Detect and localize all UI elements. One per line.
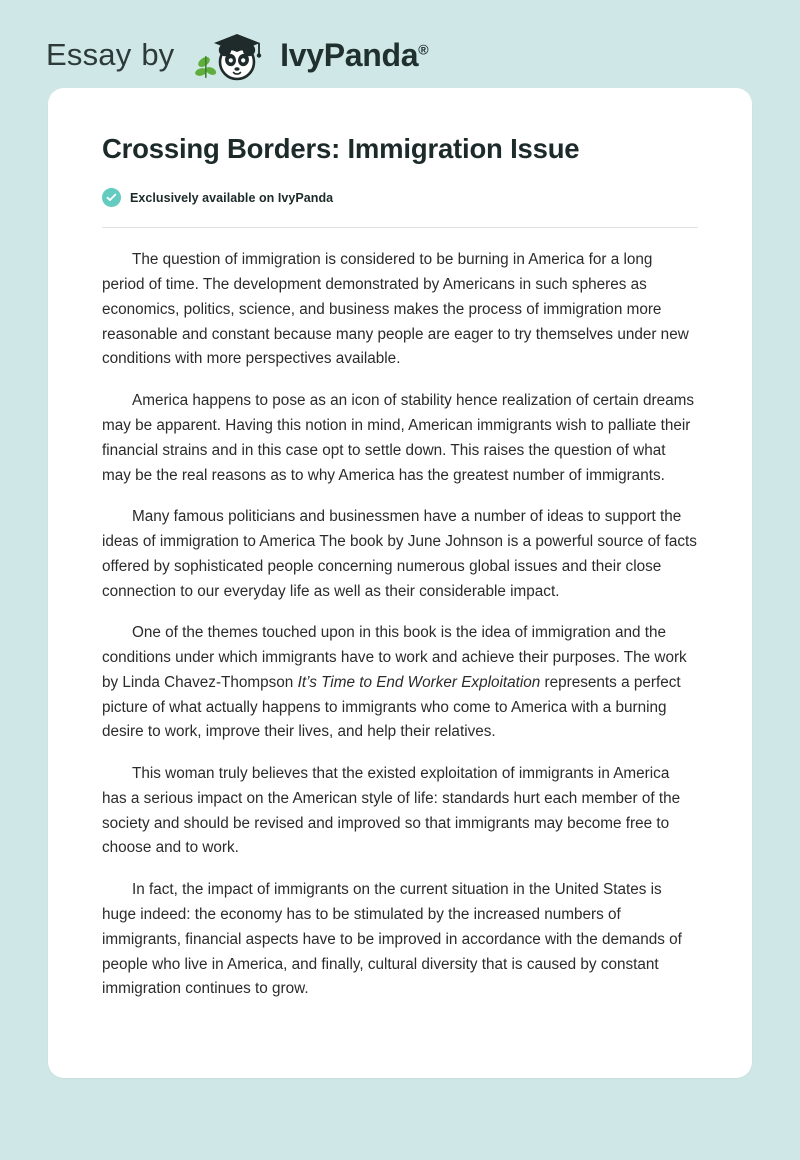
registered-mark: ® (418, 40, 429, 57)
brand-header (0, 0, 800, 72)
text-run: Many famous politicians and businessmen have a number of ideas to support the ideas of immigration to America The book by June Johnson is a powerful source of facts offered by sophisticated people concerning numerous global issues and their close connection to our everyday life as well as their considerable impact. (102, 508, 697, 600)
paragraph (102, 389, 698, 488)
italic-run: It’s Time to End Worker Exploitation (297, 673, 541, 691)
exclusive-badge (102, 188, 698, 207)
header-essay-label: Essay (46, 37, 132, 72)
text-run: America happens to pose as an icon of stability hence realization of certain dreams may be apparent. Having this notion in mind, American immigrants wish to palliate their financial strains and in this case opt to settle down. This raises the question of what may be the real reasons as to why America has the greatest number of immigrants. (102, 392, 695, 484)
header-by-label: by (141, 37, 175, 72)
paragraph (102, 621, 698, 745)
paragraph (102, 505, 698, 604)
brand-name-label: IvyPanda (280, 36, 419, 73)
page-title: Crossing Borders: Immigration Issue (102, 133, 580, 164)
brand-name-text (280, 37, 428, 74)
paragraph (102, 878, 698, 1002)
text-run: In fact, the impact of immigrants on the current situation in the United States is huge indeed: the economy has to be stimulated by the increased numbers of immigrants, financial aspects have to be improved in accordance with the demands of people who live in America, and finally, cultural diversity that is caused by constant immigration continues to grow. (102, 881, 682, 998)
panda-graduate-logo-icon (192, 26, 278, 84)
text-run: The question of immigration is considered to be burning in America for a long period of time. The development demonstrated by Americans in such spheres as economics, politics, science, and business makes the process of immigration more reasonable and constant because many people are eager to try themselves under new conditions with more perspectives available. (102, 251, 689, 368)
title-divider (102, 227, 698, 228)
check-circle-icon (102, 188, 121, 207)
status-badge: Exclusively available on IvyPanda (130, 190, 334, 205)
essay-card (48, 88, 752, 1078)
text-run: This woman truly believes that the existed exploitation of immigrants in America has a serious impact on the American style of life: standards hurt each member of the society and should be revised and improved so that immigrants may become free to choose and to work. (102, 765, 681, 857)
essay-body (102, 248, 698, 1002)
ivypanda-logo[interactable] (192, 26, 428, 84)
text-run: represents a perfect picture of what actually happens to immigrants who come to America with a burning desire to work, improve their lives, and help their relatives. (102, 673, 681, 741)
paragraph (102, 248, 698, 372)
paragraph (102, 762, 698, 861)
text-run: One of the themes touched upon in this book is the idea of immigration and the conditions under which immigrants have to work and achieve their purposes. The work by Linda Chavez-Thompson (102, 624, 687, 691)
